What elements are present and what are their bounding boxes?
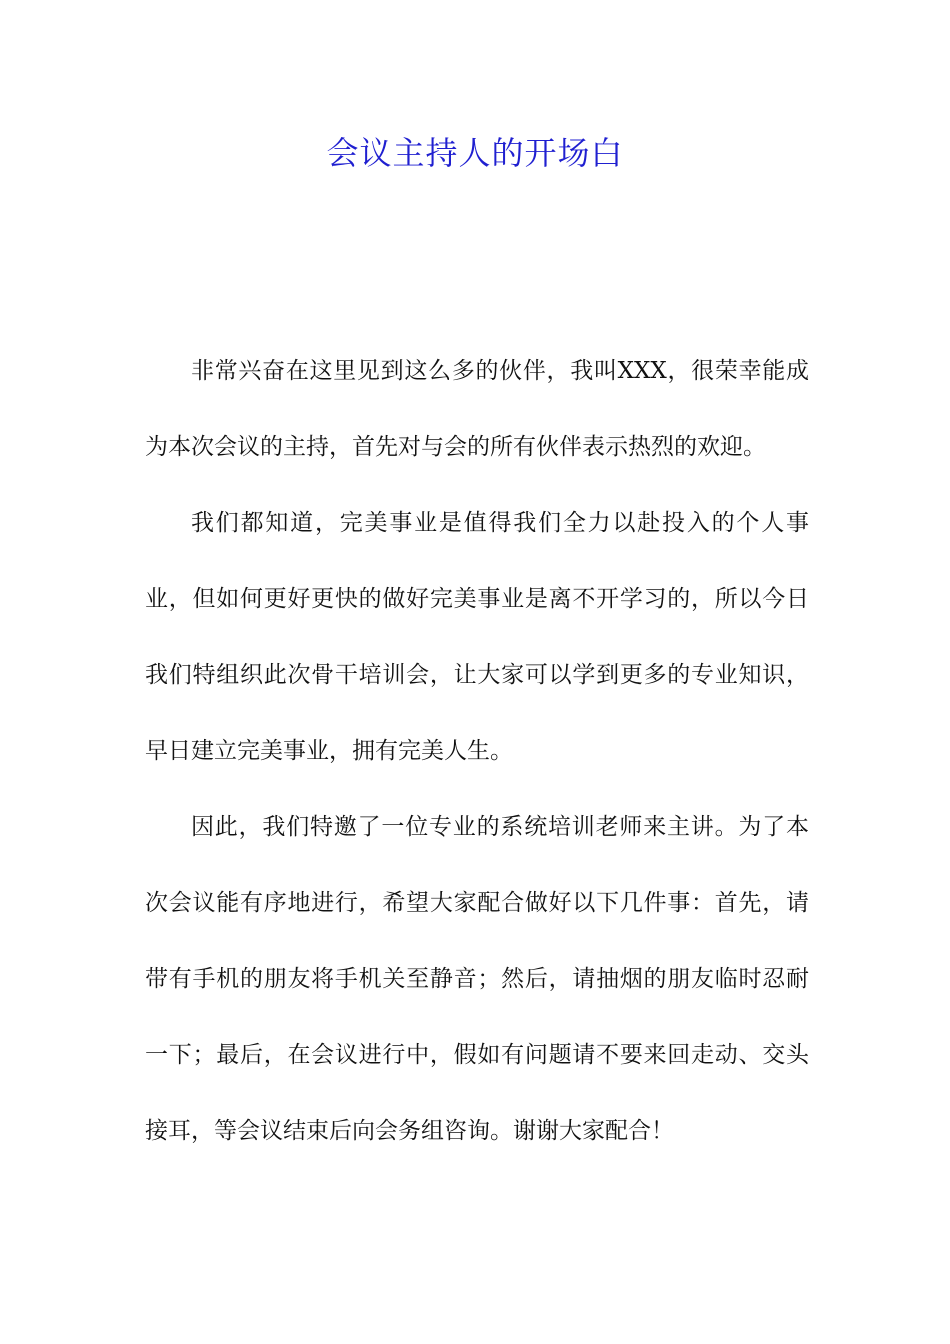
document-title: 会议主持人的开场白 (326, 134, 624, 172)
paragraph-instructions: 因此，我们特邀了一位专业的系统培训老师来主讲。为了本次会议能有序地进行，希望大家配合做好以下几件事：首先，请带有手机的朋友将手机关至静音；然后，请抽烟的朋友临时忍耐一下；最后，在会议进行中，假如有问题请不要来回走动、交头接耳，等会议结束后向会务组咨询。谢谢大家配合！ (145, 814, 809, 1144)
paragraph-purpose: 我们都知道，完美事业是值得我们全力以赴投入的个人事业，但如何更好更快的做好完美事业是离不开学习的，所以今日我们特组织此次骨干培训会，让大家可以学到更多的专业知识，早日建立完美事业，拥有完美人生。 (145, 510, 809, 764)
document-body (145, 333, 809, 1169)
paragraph-welcome: 非常兴奋在这里见到这么多的伙伴，我叫XXX，很荣幸能成为本次会议的主持，首先对与会的所有伙伴表示热烈的欢迎。 (145, 358, 809, 460)
